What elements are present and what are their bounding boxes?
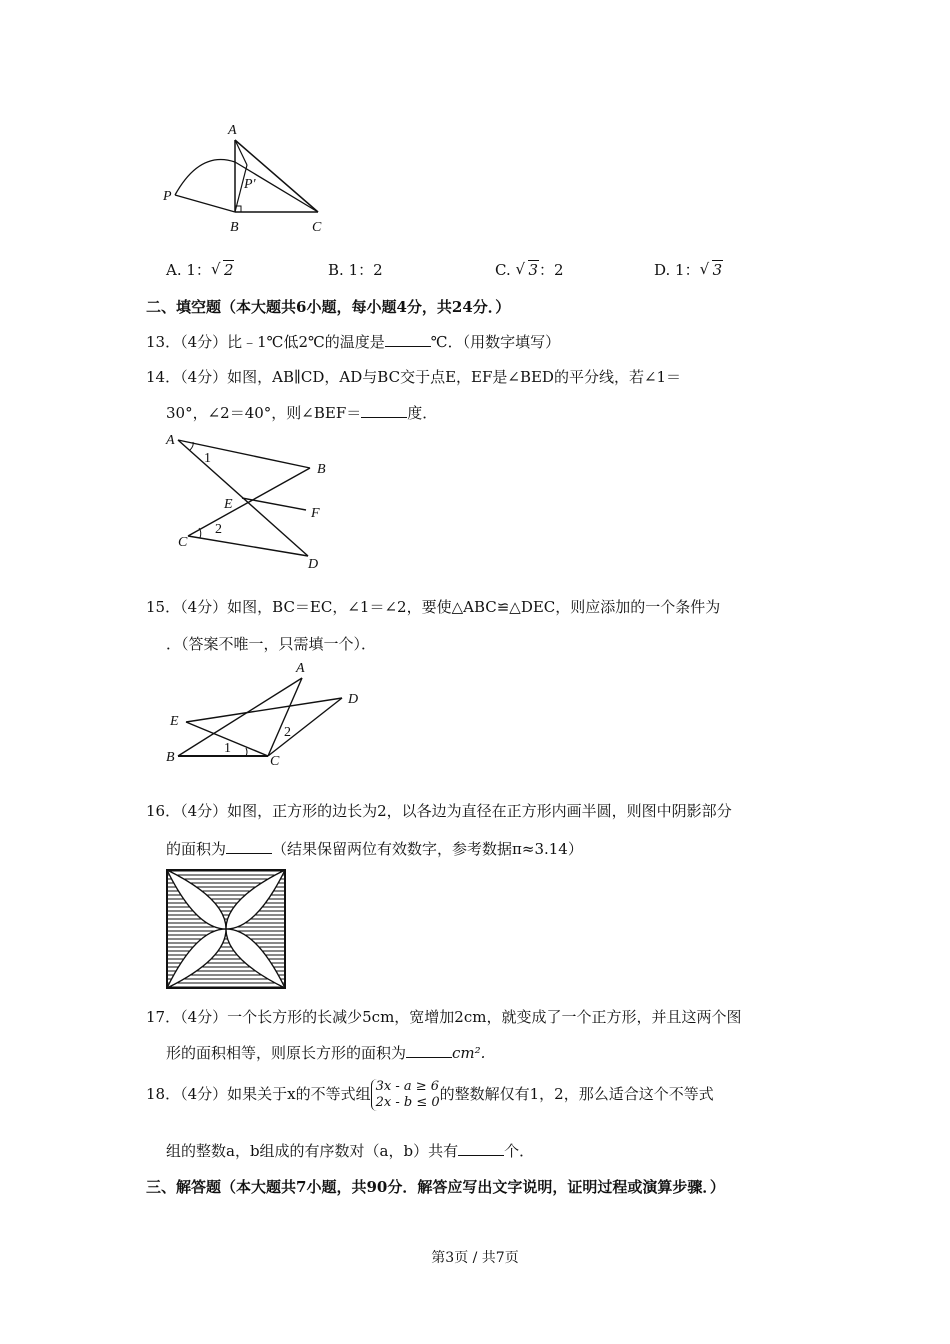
label-angle-1: 1 [224,741,231,756]
question-13: 13．（4分）比﹣1℃低2℃的温度是 ℃．（用数字填写） [146,333,561,351]
page-footer: 第3页 / 共7页 [431,1250,519,1266]
label-angle-2: 2 [215,522,222,537]
label-e: E [170,714,179,729]
label-a: A [166,433,175,448]
option-a[interactable]: A. 1：√ 2 [166,259,234,280]
label-c: C [270,754,280,769]
question-16-line1: 16．（4分）如图，正方形的边长为2，以各边为直径在正方形内画半圆，则图中阴影部分 [146,802,732,820]
label-c: C [312,220,322,235]
label-c: C [178,535,188,550]
inequality-system: 3x - a ≥ 6 2x - b ≤ 0 [371,1079,440,1111]
figure-q16 [166,869,286,989]
label-p: P [163,189,172,204]
answer-blank-14[interactable] [361,402,407,418]
label-d: D [348,692,359,707]
option-b[interactable]: B. 1：2 [328,261,383,279]
label-a: A [296,661,305,676]
section-2-heading: 二、填空题（本大题共6小题，每小题4分，共24分．） [146,298,511,316]
label-b: B [166,750,175,765]
question-14-line1: 14．（4分）如图，AB∥CD，AD与BC交于点E，EF是∠BED的平分线，若∠1＝ [146,368,682,386]
figure-q14 [160,428,350,573]
question-16-line2: 的面积为 （结果保留两位有效数字，参考数据π≈3.14） [166,840,583,858]
label-d: D [308,557,319,572]
figure-q12 [160,120,340,238]
label-e: E [224,497,233,512]
question-17-line2: 形的面积相等，则原长方形的面积为 cm². [166,1044,486,1062]
figure-q15 [160,658,380,773]
option-d[interactable]: D. 1：√ 3 [654,259,723,280]
section-3-heading: 三、解答题（本大题共7小题，共90分．解答应写出文字说明，证明过程或演算步骤．） [146,1178,725,1196]
question-18-line1: 18．（4分）如果关于x的不等式组 3x - a ≥ 6 2x - b ≤ 0的整数解仅有1，2，那么适合这个不等式 [146,1079,714,1110]
label-f: F [311,506,320,521]
answer-blank-18[interactable] [458,1140,504,1156]
question-15-line2: ．（答案不唯一，只需填一个）． [166,635,377,653]
option-c[interactable]: C. √ 3：2 [495,259,564,280]
label-angle-1: 1 [204,451,211,466]
label-b: B [230,220,239,235]
answer-blank-17[interactable] [406,1042,452,1058]
label-b: B [317,462,326,477]
question-17-line1: 17．（4分）一个长方形的长减少5cm，宽增加2cm，就变成了一个正方形，并且这两个图 [146,1008,742,1026]
question-14-line2: 30°，∠2＝40°，则∠BEF＝ 度． [166,404,438,422]
label-a: A [228,123,237,138]
label-pprime: P' [244,177,256,192]
question-15-line1: 15．（4分）如图，BC＝EC，∠1＝∠2，要使△ABC≌△DEC，则应添加的一个条件为 [146,598,721,616]
label-angle-2: 2 [284,725,291,740]
question-18-line2: 组的整数a，b组成的有序数对（a，b）共有 个． [166,1142,535,1160]
answer-blank-13[interactable] [385,331,431,347]
answer-blank-16[interactable] [226,838,272,854]
